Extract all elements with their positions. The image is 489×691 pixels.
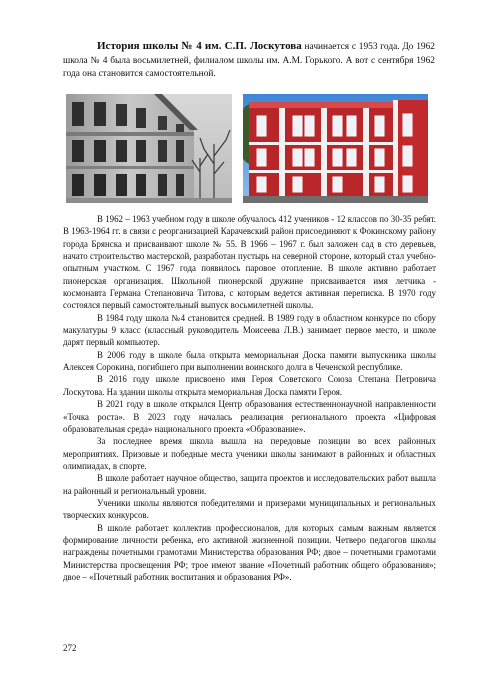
body-paragraph-2: В 1984 году школа №4 становится средней. В 1989 году в областном конкурсе по сбору макулатуры 9 класс (классный руководитель Моисеева Л.В.) занимает первое место, и школе дарят первый компьютер. [63,312,436,348]
body-paragraph-7: В школе работает научное общество, защита проектов и исследовательских работ вышла на районный и региональный уровни. [63,473,436,496]
body-paragraph-6: За последнее время школа вышла на передовые позиции во всех районных мероприятиях. Призовые и победные места ученики школы занимают в районных и областных олимпиадах, в спорте. [63,436,436,471]
modern-red-school-building-image [243,94,428,203]
intro-paragraph [63,40,435,82]
history-heading: История школы № 4 им. С.П. Лоскутова [97,40,302,52]
body-paragraph-3: В 2006 году в школе была открыта мемориальная Доска памяти выпускника школы Алексея Сорокина, погибшего при выполнении воинского долга в Чеченской республике. [63,349,436,373]
body-paragraph-5: В 2021 году в школе открылся Центр образования естественнонаучной направленности «Точка роста». В 2023 году началась реализация регионального проекта «Цифровая образовательная среда» национального проекта «Образование». [63,399,436,434]
intro-text: начинается с 1953 года. До 1962 школа № 4 была восьмилетней, филиалом школы им. А.М. Горького. А вот с сентября 1962 года она становится самостоятельной. [63,42,435,79]
body-paragraph-4: В 2016 году школе присвоено имя Героя Советского Союза Степана Петровича Лоскутова. На здании школы открыта мемориальная Доска памяти Героя. [63,374,436,397]
body-paragraph-1: В 1962 – 1963 учебном году в школе обучалось 412 учеников - 12 классов по 30-35 ребят. В 1963-1964 гг. в связи с реорганизацией Карачевский район присоединяют к Фокинскому району города Брянска и присваивают школе № 55. В 1966 – 1967 г. был заложен сад в сто деревьев, начато строительство мастерской, разработан пустырь на северной стороне, который стал учебно-опытным участком. С 1967 года появилось паровое отопление. В школе активно работает пионерская организация. Школьной пионерской дружине присваивается имя летчика - космонавта Германа Степановича Титова, с которым ведется активная переписка. В 1970 году состоялся первый самостоятельный выпуск восьмилетней школы. [63,214,436,311]
modern-school-photo [243,94,428,203]
historic-school-building-image [66,94,232,203]
page-number: 272 [63,643,77,653]
body-paragraph-8: Ученики школы являются победителями и призерами муниципальных и региональных творческих конкурсов. [63,497,436,521]
body-paragraph-9: В школе работает коллектив профессионалов, для которых самым важным является формирование личности ребенка, его активной жизненной позиции. Четверо педагогов школы награждены почетными грамотами Министерства образования РФ; двое – почетными грамотами Министерства просвещения РФ; трое имеют звание «Почетный работник общего образования»; двое – «Почетный работник воспитания и образования РФ». [63,522,436,582]
historic-school-photo [66,94,232,203]
history-body-text [63,213,436,583]
